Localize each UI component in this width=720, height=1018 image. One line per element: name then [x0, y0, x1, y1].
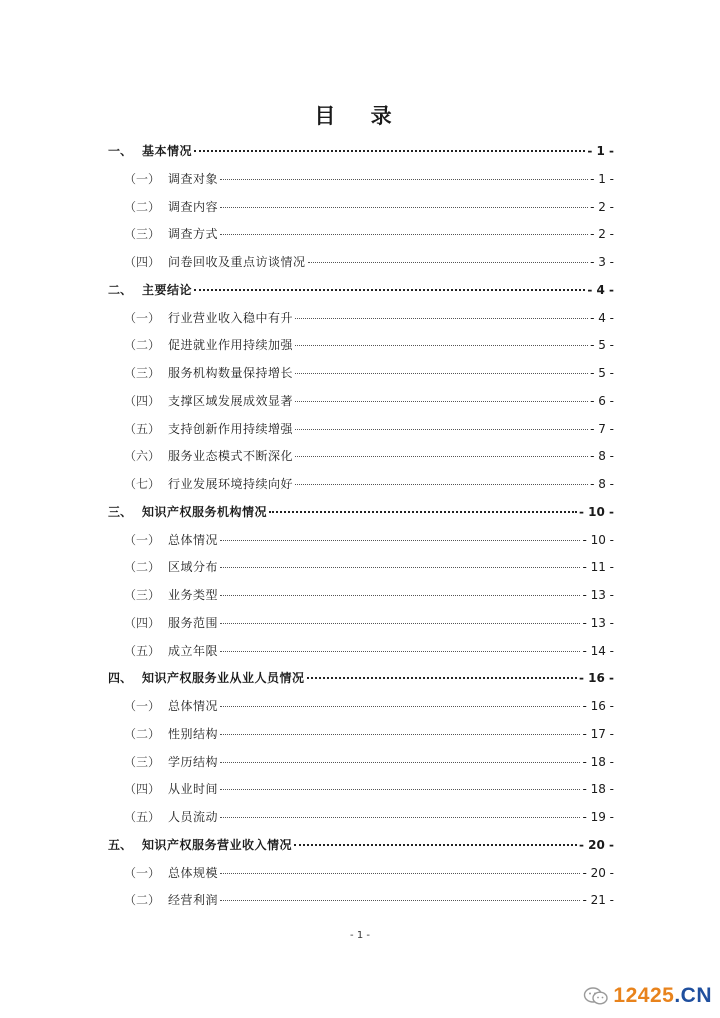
toc-dot-leader: [295, 456, 588, 457]
toc-entry-label: 成立年限: [168, 643, 219, 658]
toc-entry-page: - 5 -: [590, 338, 614, 353]
toc-dot-leader: [220, 789, 580, 790]
toc-entry-number: （三）: [124, 754, 161, 769]
toc-entry-page: - 6 -: [590, 393, 614, 408]
toc-entry-number: （二）: [124, 560, 161, 575]
toc-entry-page: - 16 -: [578, 671, 614, 686]
toc-entry-label: 知识产权服务业从业人员情况: [142, 671, 305, 686]
toc-entry-label: 行业营业收入稳中有升: [168, 310, 294, 325]
toc-entry-label: 经营利润: [168, 893, 219, 908]
toc-section-entry[interactable]: [108, 388, 614, 416]
toc-section-entry[interactable]: [108, 360, 614, 388]
toc-dot-leader: [269, 511, 577, 513]
toc-entry-number: （七）: [124, 477, 161, 491]
toc-entry-number: （一）: [124, 310, 161, 325]
toc-entry-number: （五）: [124, 643, 161, 658]
toc-entry-label: 人员流动: [168, 810, 219, 824]
toc-entry-page: - 3 -: [590, 255, 614, 269]
toc-entry-label: 学历结构: [168, 754, 219, 769]
toc-entry-label: 促进就业作用持续加强: [168, 338, 294, 353]
toc-entry-label: 服务机构数量保持增长: [168, 366, 294, 380]
toc-section-entry[interactable]: [108, 194, 614, 222]
toc-section-entry[interactable]: [108, 610, 614, 638]
toc-section-entry[interactable]: [108, 305, 614, 333]
toc-entry-number: （三）: [124, 588, 161, 602]
toc-dot-leader: [295, 318, 588, 319]
toc-dot-leader: [220, 623, 580, 624]
toc-dot-leader: [295, 484, 588, 485]
wechat-icon: [583, 986, 609, 1006]
toc-section-entry[interactable]: [108, 804, 614, 832]
toc-dot-leader: [220, 734, 580, 735]
toc-section-entry[interactable]: [108, 221, 614, 249]
toc-dot-leader: [220, 817, 580, 818]
toc-section-entry[interactable]: [108, 582, 614, 610]
toc-chapter-entry[interactable]: [108, 499, 614, 527]
toc-entry-page: - 13 -: [582, 588, 614, 602]
toc-entry-number: 一、: [108, 144, 133, 158]
toc-dot-leader: [308, 262, 589, 263]
toc-entry-number: （二）: [124, 199, 161, 214]
page-title: 目 录: [314, 104, 406, 128]
toc-entry-page: - 11 -: [582, 560, 614, 575]
toc-entry-number: （三）: [124, 366, 161, 380]
page-number-footer: - 1 -: [350, 930, 370, 941]
toc-entry-label: 区域分布: [168, 560, 219, 575]
toc-entry-page: - 1 -: [587, 144, 614, 158]
toc-entry-label: 从业时间: [168, 782, 219, 797]
toc-dot-leader: [220, 706, 580, 707]
toc-section-entry[interactable]: [108, 527, 614, 555]
toc-entry-label: 知识产权服务营业收入情况: [142, 837, 293, 852]
toc-entry-page: - 18 -: [582, 782, 614, 797]
toc-entry-label: 主要结论: [142, 282, 193, 297]
toc-section-entry[interactable]: [108, 332, 614, 360]
toc-section-entry[interactable]: [108, 776, 614, 804]
toc-section-entry[interactable]: [108, 887, 614, 915]
toc-entry-label: 知识产权服务机构情况: [142, 504, 268, 519]
toc-entry-number: 三、: [108, 504, 133, 519]
toc-entry-page: - 5 -: [590, 366, 614, 380]
toc-entry-number: （二）: [124, 893, 161, 908]
toc-entry-label: 行业发展环境持续向好: [168, 477, 294, 491]
toc-dot-leader: [194, 150, 585, 152]
toc-section-entry[interactable]: [108, 860, 614, 888]
toc-entry-label: 支撑区域发展成效显著: [168, 393, 294, 408]
toc-entry-label: 调查内容: [168, 199, 219, 214]
toc-dot-leader: [220, 762, 580, 763]
toc-entry-page: - 10 -: [578, 504, 614, 519]
toc-dot-leader: [220, 873, 580, 874]
toc-chapter-entry[interactable]: [108, 277, 614, 305]
toc-entry-page: - 21 -: [582, 893, 614, 908]
toc-entry-page: - 14 -: [582, 643, 614, 658]
toc-dot-leader: [220, 179, 588, 180]
toc-dot-leader: [295, 429, 588, 430]
toc-entry-page: - 2 -: [590, 199, 614, 214]
toc-entry-number: （五）: [124, 810, 161, 824]
toc-entry-number: 五、: [108, 837, 133, 852]
toc-entry-page: - 18 -: [582, 754, 614, 769]
toc-dot-leader: [220, 207, 588, 208]
toc-entry-page: - 8 -: [590, 449, 614, 464]
toc-dot-leader: [220, 651, 580, 652]
toc-section-entry[interactable]: [108, 749, 614, 777]
toc-entry-label: 总体情况: [168, 532, 219, 547]
toc-entry-page: - 17 -: [582, 726, 614, 741]
toc-section-entry[interactable]: [108, 416, 614, 444]
toc-entry-page: - 2 -: [590, 227, 614, 242]
watermark-text: [613, 984, 712, 1008]
toc-entry-page: - 10 -: [582, 532, 614, 547]
toc-entry-page: - 20 -: [578, 837, 614, 852]
toc-chapter-entry[interactable]: [108, 138, 614, 166]
toc-section-entry[interactable]: [108, 249, 614, 277]
toc-section-entry[interactable]: [108, 721, 614, 749]
toc-entry-page: - 8 -: [590, 477, 614, 491]
toc-entry-page: - 4 -: [587, 282, 614, 297]
toc-section-entry[interactable]: [108, 166, 614, 194]
toc-entry-page: - 1 -: [590, 171, 614, 186]
toc-entry-number: （一）: [124, 532, 161, 547]
toc-section-entry[interactable]: [108, 443, 614, 471]
toc-section-entry[interactable]: [108, 471, 614, 499]
toc-dot-leader: [220, 595, 580, 596]
toc-dot-leader: [220, 900, 580, 901]
toc-entry-number: （六）: [124, 449, 161, 464]
toc-entry-page: - 7 -: [590, 421, 614, 436]
toc-entry-number: （一）: [124, 171, 161, 186]
toc-entry-label: 调查对象: [168, 171, 219, 186]
toc-section-entry[interactable]: [108, 693, 614, 721]
toc-entry-number: （四）: [124, 255, 161, 269]
table-of-contents: [108, 138, 614, 915]
toc-entry-label: 服务范围: [168, 615, 219, 630]
toc-entry-label: 性别结构: [168, 726, 219, 741]
toc-entry-number: 四、: [108, 671, 133, 686]
toc-entry-number: （四）: [124, 393, 161, 408]
toc-entry-number: （四）: [124, 782, 161, 797]
toc-entry-label: 业务类型: [168, 588, 219, 602]
toc-dot-leader: [295, 373, 588, 374]
toc-section-entry[interactable]: [108, 638, 614, 666]
toc-dot-leader: [220, 540, 580, 541]
toc-entry-page: - 19 -: [582, 810, 614, 824]
toc-chapter-entry[interactable]: [108, 665, 614, 693]
watermark: [583, 984, 712, 1008]
toc-entry-page: - 20 -: [582, 865, 614, 880]
toc-entry-number: （三）: [124, 227, 161, 242]
toc-dot-leader: [295, 401, 588, 402]
toc-entry-page: - 13 -: [582, 615, 614, 630]
toc-entry-number: （二）: [124, 338, 161, 353]
toc-entry-number: （五）: [124, 421, 161, 436]
watermark-domain: .CN: [674, 984, 712, 1007]
toc-entry-label: 总体规模: [168, 865, 219, 880]
toc-entry-page: - 4 -: [590, 310, 614, 325]
toc-entry-page: - 16 -: [582, 699, 614, 713]
toc-dot-leader: [294, 844, 577, 846]
toc-dot-leader: [295, 345, 588, 346]
toc-entry-number: （二）: [124, 726, 161, 741]
toc-entry-label: 问卷回收及重点访谈情况: [168, 255, 306, 269]
toc-entry-label: 基本情况: [142, 144, 193, 158]
toc-entry-number: （四）: [124, 615, 161, 630]
toc-entry-label: 服务业态模式不断深化: [168, 449, 294, 464]
watermark-number: 12425: [613, 984, 675, 1007]
toc-chapter-entry[interactable]: [108, 832, 614, 860]
toc-entry-label: 调查方式: [168, 227, 219, 242]
toc-dot-leader: [220, 567, 580, 568]
toc-entry-number: （一）: [124, 865, 161, 880]
toc-dot-leader: [307, 677, 577, 679]
toc-entry-number: 二、: [108, 282, 133, 297]
toc-section-entry[interactable]: [108, 554, 614, 582]
toc-entry-number: （一）: [124, 699, 161, 713]
toc-entry-label: 总体情况: [168, 699, 219, 713]
toc-dot-leader: [194, 289, 585, 291]
toc-entry-label: 支持创新作用持续增强: [168, 421, 294, 436]
toc-dot-leader: [220, 234, 588, 235]
